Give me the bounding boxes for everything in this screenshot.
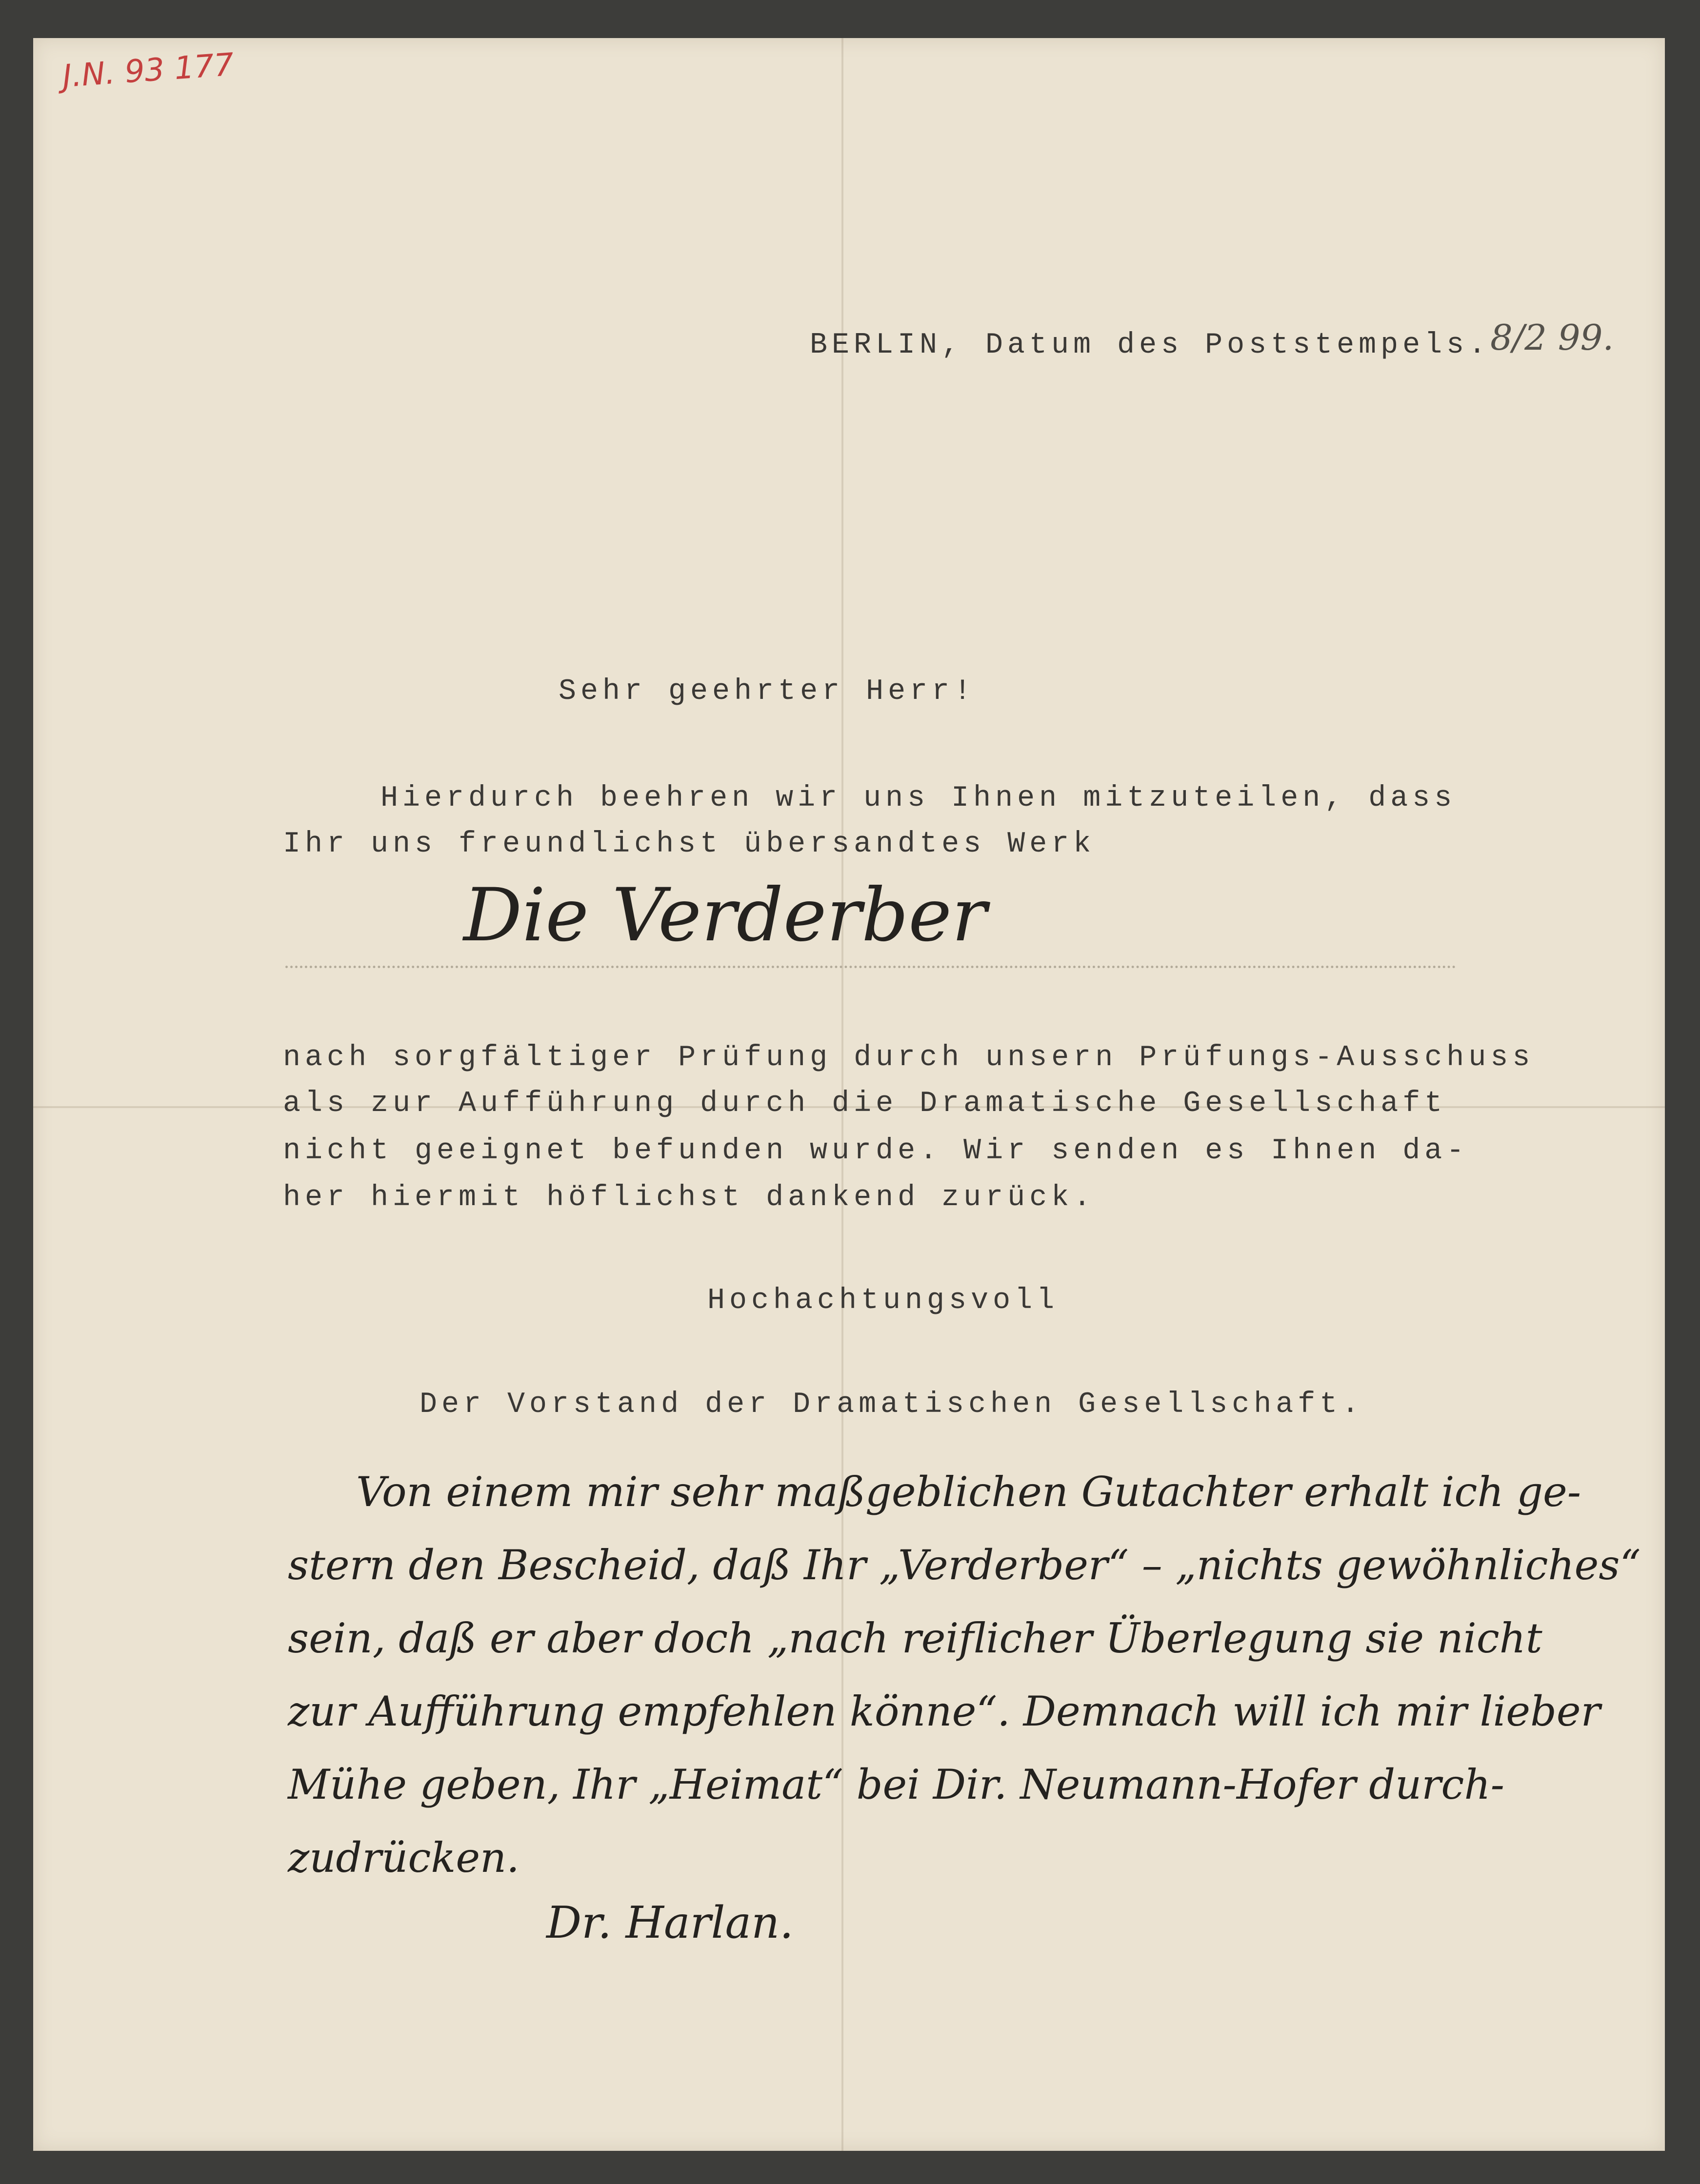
body-main-line-4: her hiermit höflichst dankend zurück.: [283, 1181, 1096, 1214]
body-main-line-3: nicht geeignet befunden wurde. Wir senden es Ihnen da-: [283, 1134, 1469, 1168]
handwritten-note-line-3: sein, daß er aber doch „nach reiflicher Überlegung sie nicht: [288, 1614, 1542, 1662]
body-main-line-2: als zur Aufführung durch die Dramatische Gesellschaft: [283, 1087, 1447, 1120]
body-main-line-1: nach sorgfältiger Prüfung durch unsern Prüfungs-Ausschuss: [283, 1041, 1535, 1074]
closing: Hochachtungsvoll: [707, 1284, 1059, 1317]
handwritten-date: 8/2 99.: [1490, 317, 1614, 358]
handwritten-note-line-2: stern den Bescheid, daß Ihr „Verderber“ – „nichts gewöhnliches“: [288, 1541, 1641, 1589]
work-title-handwritten: Die Verderber: [463, 873, 987, 958]
signature-typed: Der Vorstand der Dramatischen Gesellschaft.: [420, 1388, 1364, 1421]
handwritten-signature: Dr. Harlan.: [546, 1897, 794, 1948]
title-dotted-line: [285, 966, 1456, 968]
salutation: Sehr geehrter Herr!: [559, 675, 976, 708]
archive-number: J.N. 93 177: [61, 46, 235, 95]
handwritten-note-line-4: zur Aufführung empfehlen könne“. Demnach will ich mir lieber: [288, 1688, 1600, 1735]
handwritten-note-line-5: Mühe geben, Ihr „Heimat“ bei Dir. Neumann-Hofer durch-: [288, 1761, 1504, 1808]
handwritten-note-line-1: Von einem mir sehr maßgeblichen Gutachter erhalt ich ge-: [356, 1468, 1581, 1516]
body-intro-line-2: Ihr uns freundlichst übersandtes Werk: [283, 828, 1096, 861]
handwritten-note-line-6: zudrücken.: [288, 1834, 520, 1882]
body-intro-line-1: Hierdurch beehren wir uns Ihnen mitzuteilen, dass: [380, 782, 1457, 815]
place-date-line: BERLIN, Datum des Poststempels.: [810, 329, 1491, 362]
